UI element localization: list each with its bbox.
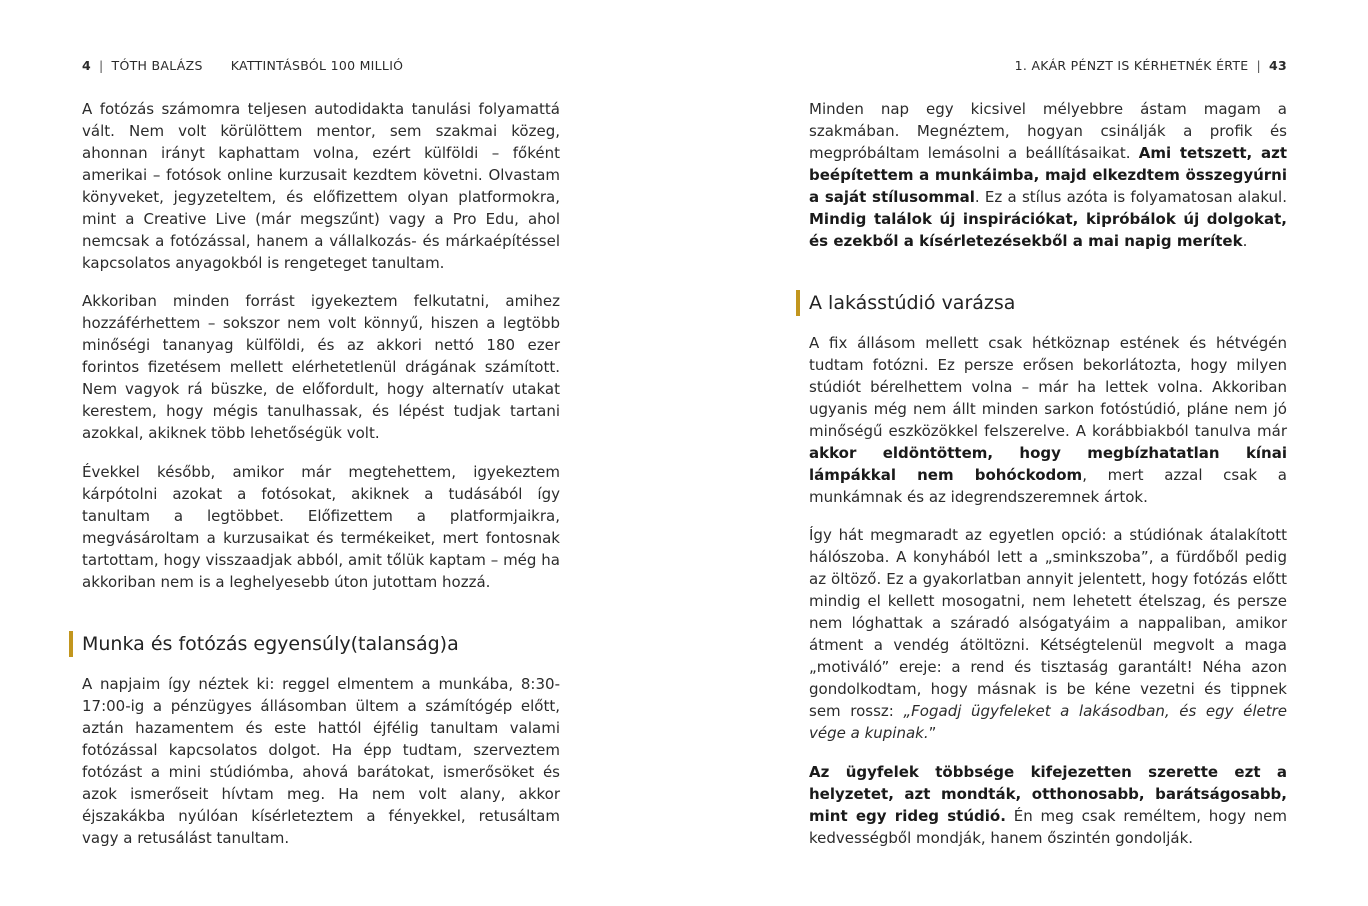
page-number-right: 43 (1269, 58, 1287, 73)
paragraph: A napjaim így néztek ki: reggel elmentem a munkába, 8:30-17:00-ig a pénzügyes állásomban ültem a számítógép előtt, aztán hazamentem és este hattól éjfélig tanultam valami fotózással kapcsolatos dolgot. Ha épp tudtam, szerveztem fotózást a mini stúdiómba, ahová barátokat, ismerősöket és azok ismerőseit hívtam meg. Ha nem volt alany, akkor éjszakákba nyúlóan kísérleteztem a fényekkel, retusáltam vagy a retusálást tanultam. (82, 675, 560, 847)
bold-emphasis: akkor eldöntöttem, hogy megbízhatatlan kínai lámpákkal nem bohóckodom (809, 444, 1287, 484)
italic-quote: „Fogadj ügyfeleket a lakásodban, és egy életre vége a kupinak. (809, 702, 1287, 742)
running-header-right (1015, 58, 1287, 74)
author-name: TÓTH BALÁZS (111, 58, 203, 73)
paragraph: Így hát megmaradt az egyetlen opció: a stúdiónak átalakított hálószoba. A konyhából lett a „sminkszoba”, a fürdőből pedig az öltöző. Ez a gyakorlatban annyit jelentett, hogy fotózás előtt mindig el kellett mosogatni, nem lehetett ételszag, és persze nem lóghattak a száradó alsógatyáim a nappaliban, amikor átment a vendég átöltözni. Kétségtelenül megvolt a maga „motiváló” ereje: a rend és tisztaság garantált! Néha azon gondolkodtam, hogy másnak is be kéne vezetni és tippnek sem rossz: „Fogadj ügyfeleket a lakásodban, és egy életre vége a kupinak.” (809, 526, 1287, 742)
bold-emphasis: Az ügyfelek többsége kifejezetten szerette ezt a helyzetet, azt mondták, otthonosabb, barátságosabb, mint egy rideg stúdió. (809, 763, 1287, 825)
paragraph: Az ügyfelek többsége kifejezetten szerette ezt a helyzetet, azt mondták, otthonosabb, barátságosabb, mint egy rideg stúdió. Én meg csak reméltem, hogy nem kedvességből mondják, hanem őszintén gondolják. (809, 763, 1288, 847)
section-heading: Munka és fotózás egyensúly(talanság)a (69, 631, 573, 657)
header-separator: | (1256, 58, 1261, 73)
chapter-title: 1. AKÁR PÉNZT IS KÉRHETNÉK ÉRTE (1014, 58, 1249, 73)
bold-emphasis: Mindig találok új inspirációkat, kipróbálok új dolgokat, és ezekből a kísérletezésekből a mai napig merítek (809, 210, 1287, 250)
paragraph: A fotózás számomra teljesen autodidakta tanulási folyamattá vált. Nem volt körülöttem mentor, sem szakmai közeg, ahonnan irányt kaphattam volna, ezért külföldi – főként amerikai – fotósok online kurzusait kezdtem követni. Olvastam könyveket, jegyzeteltem, és előfizettem olyan platformokra, mint a Creative Live (már megszűnt) vagy a Pro Edu, ahol nemcsak a fotózással, hanem a vállalkozás- és márkaépítéssel kapcsolatos anyagokból is rengeteget tanultam. (82, 100, 560, 272)
running-header-left (82, 58, 403, 74)
bold-emphasis: Ami tetszett, azt beépítettem a munkáimba, majd elkezdtem összegyúrni a saját stílusommal (809, 144, 1287, 206)
paragraph: A fix állásom mellett csak hétköznap estének és hétvégén tudtam fotózni. Ez persze erősen bekorlátozta, hogy milyen stúdiót bérelhettem volna – már ha lettek volna. Akkoriban ugyanis még nem állt minden sarkon fotóstúdió, pláne nem jó minőségű eszközökkel felszerelve. A korábbiakból tanulva már akkor eldöntöttem, hogy megbízhatatlan kínai lámpákkal nem bohóckodom, mert azzal csak a munkámnak és az idegrendszeremnek ártok. (809, 334, 1287, 506)
section-heading: A lakásstúdió varázsa (796, 290, 1300, 316)
paragraph: Minden nap egy kicsivel mélyebbre ástam magam a szakmában. Megnéztem, hogyan csinálják a profik és megpróbáltam lemásolni a beállításaikat. Ami tetszett, azt beépítettem a munkáimba, majd elkezdtem összegyúrni a saját stílusommal. Ez a stílus azóta is folyamatosan alakul. Mindig találok új inspirációkat, kipróbálok új dolgokat, és ezekből a kísérletezésekből a mai napig merítek. (809, 100, 1287, 250)
paragraph: Akkoriban minden forrást igyekeztem felkutatni, amihez hozzáférhettem – sokszor nem volt könnyű, hiszen a legtöbb minőségi tananyag külföldi, és az akkori nettó 180 ezer forintos fizetésem mellett elérhetetlenül drágának számított. Nem vagyok rá büszke, de előfordult, hogy alternatív utakat kerestem, hogy mégis tanulhassak, és lépést tudjak tartani azokkal, akiknek több lehetőségük volt. (82, 292, 560, 442)
header-separator: | (99, 58, 104, 73)
page-number-left: 4 (82, 58, 91, 73)
book-title: KATTINTÁSBÓL 100 MILLIÓ (230, 58, 404, 73)
paragraph: Évekkel később, amikor már megtehettem, igyekeztem kárpótolni azokat a fotósokat, akiknek a tudásából így tanultam a legtöbbet. Előfizettem a platformjaikra, megvásároltam a kurzusaikat és termékeiket, mert fontosnak tartottam, hogy visszaadjak abból, amit tőlük kaptam – még ha akkoriban nem is a leghelyesebb úton jutottam hozzá. (82, 463, 560, 591)
